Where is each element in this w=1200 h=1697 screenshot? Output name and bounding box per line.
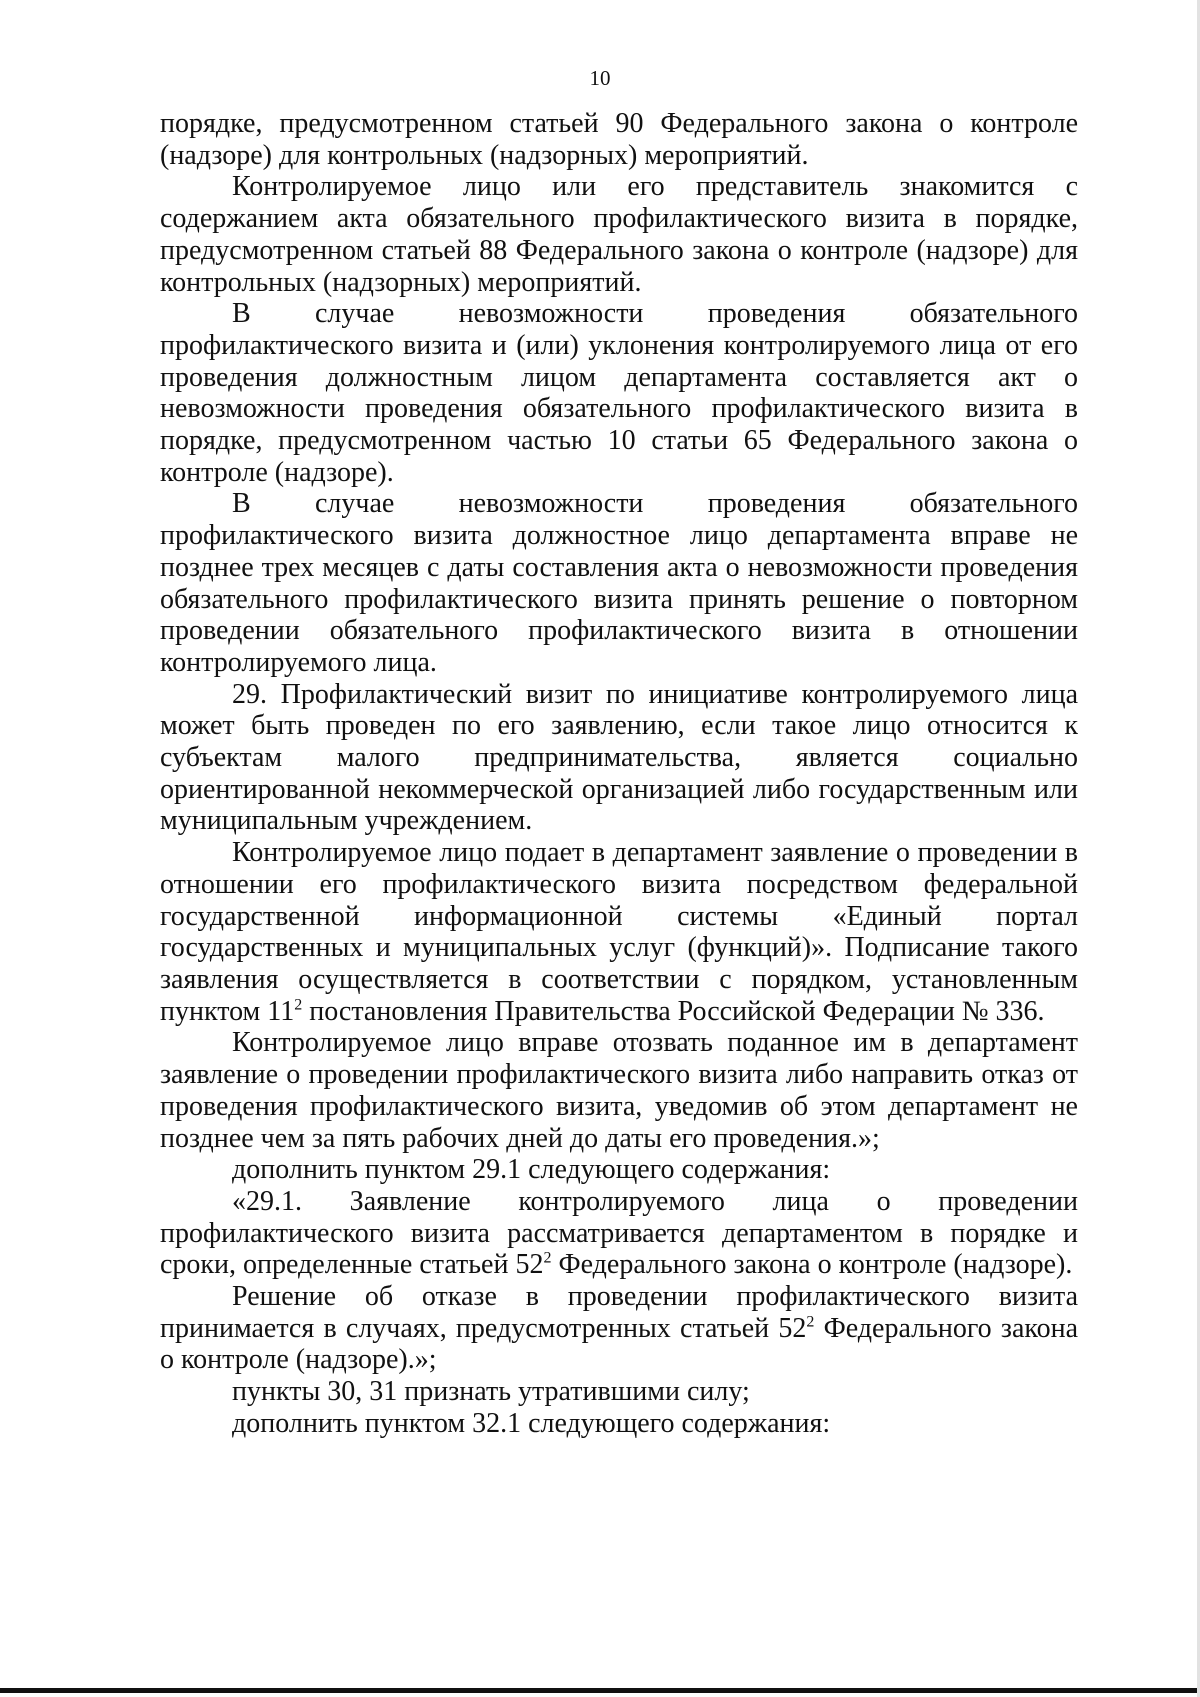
- paragraph: [160, 837, 1078, 1027]
- paragraph-text: Решение об отказе в проведении профилактического визита принимается в случаях, предусмотренных статьей 52: [160, 1281, 1078, 1344]
- paragraph-text: постановления Правительства Российской Федерации № 336.: [302, 995, 1045, 1027]
- paragraph-text: Контролируемое лицо подает в департамент заявление о проведении в отношении его профилактического визита посредством федеральной государственной информационной системы «Единый портал государственных и муниципальных услуг (функций)». Подписание такого заявления осуществляется в соответствии с порядком, установленным пунктом 11: [160, 837, 1078, 1027]
- paragraph: Контролируемое лицо вправе отозвать поданное им в департамент заявление о проведении профилактического визита либо направить отказ от проведения профилактического визита, уведомив об этом департамент не позднее чем за пять рабочих дней до даты его проведения.»;: [160, 1027, 1078, 1154]
- paragraph: В случае невозможности проведения обязательного профилактического визита и (или) уклонения контролируемого лица от его проведения должностным лицом департамента составляется акт о невозможности проведения обязательного профилактического визита в порядке, предусмотренном частью 10 статьи 65 Федерального закона о контроле (надзоре).: [160, 298, 1078, 488]
- paragraph-text: «29.1. Заявление контролируемого лица о проведении профилактического визита рассматривается департаментом в порядке и сроки, определенные статьей 52: [160, 1185, 1078, 1281]
- paragraph-text: Федерального закона о контроле (надзоре).: [551, 1249, 1073, 1281]
- paragraph: [160, 1186, 1078, 1281]
- superscript: 2: [543, 1249, 552, 1267]
- paragraph: 29. Профилактический визит по инициативе контролируемого лица может быть проведен по его заявлению, если такое лицо относится к субъектам малого предпринимательства, является социально ориентированной некоммерческой организацией либо государственным или муниципальным учреждением.: [160, 678, 1078, 837]
- paragraph: дополнить пунктом 29.1 следующего содержания:: [232, 1154, 831, 1186]
- superscript: 2: [806, 1313, 815, 1331]
- paragraph: пункты 30, 31 признать утратившими силу;: [232, 1376, 750, 1408]
- page-number: 10: [589, 66, 611, 90]
- paragraph: Контролируемое лицо или его представитель знакомится с содержанием акта обязательного профилактического визита в порядке, предусмотренном статьей 88 Федерального закона о контроле (надзоре) для контрольных (надзорных) мероприятий.: [160, 171, 1078, 298]
- paragraph: порядке, предусмотренном статьей 90 Федерального закона о контроле (надзоре) для контрольных (надзорных) мероприятий.: [160, 108, 1078, 171]
- scan-bottom-border: [0, 1688, 1200, 1693]
- document-body: [160, 108, 1078, 1440]
- paragraph: дополнить пунктом 32.1 следующего содержания:: [232, 1407, 831, 1439]
- paragraph: [160, 1281, 1078, 1376]
- paragraph: В случае невозможности проведения обязательного профилактического визита должностное лицо департамента вправе не позднее трех месяцев с даты составления акта о невозможности проведения обязательного профилактического визита принять решение о повторном проведении обязательного профилактического визита в отношении контролируемого лица.: [160, 488, 1078, 678]
- paragraph-text: Федерального закона о контроле (надзоре).»;: [160, 1312, 1078, 1376]
- superscript: 2: [294, 996, 303, 1014]
